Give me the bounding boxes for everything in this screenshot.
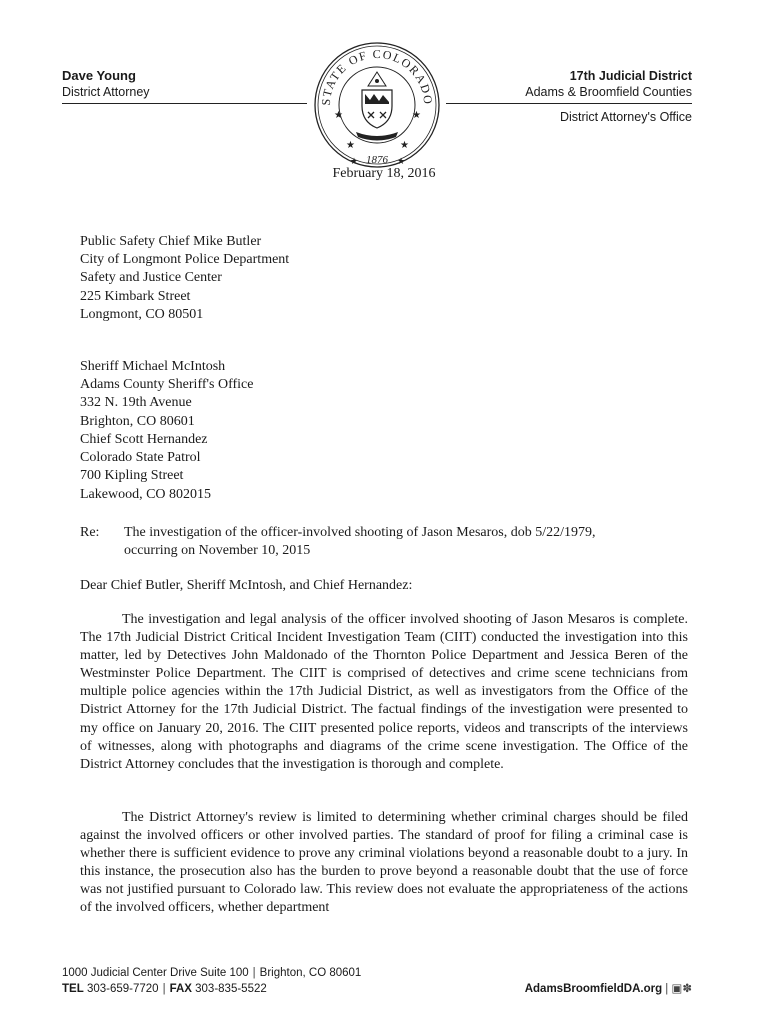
da-name: Dave Young [62,68,136,83]
recipient-line: Brighton, CO 80601 [80,413,195,429]
recipient-line: Chief Scott Hernandez [80,432,208,447]
svg-text:★: ★ [350,156,359,166]
recipient-line: 225 Kimbark Street [80,288,191,304]
tel-label: TEL [62,983,84,995]
da-title: District Attorney [62,85,150,99]
re-label: Re: [80,525,100,540]
recipient-line: Colorado State Patrol [80,450,201,466]
svg-text:★: ★ [397,156,406,166]
judicial-district: 17th Judicial District [569,69,692,83]
recipient-block-3 [80,431,211,504]
footer-website-block [470,981,692,997]
counties: Adams & Broomfield Counties [525,85,692,99]
seal-ring-text: STATE OF COLORADO [318,46,436,106]
body-paragraph-2 [80,809,688,918]
letter-date: February 18, 2016 [332,166,436,181]
twitter-icon[interactable]: ✽ [682,983,692,995]
svg-text:STATE OF COLORADO [319,47,435,106]
recipient-line: Public Safety Chief Mike Butler [80,234,262,249]
recipient-block-1 [80,233,289,324]
recipient-line: Longmont, CO 80501 [80,306,204,322]
fax-label: FAX [169,983,192,995]
re-line: occurring on November 10, 2015 [124,543,311,559]
recipient-line: Safety and Justice Center [80,270,222,286]
body-paragraph-1 [80,611,688,774]
fax-number: 303-835-5522 [195,983,267,995]
svg-text:★: ★ [400,140,409,151]
svg-text:★: ★ [346,140,355,151]
recipient-line: City of Longmont Police Department [80,252,290,268]
colorado-state-seal [312,40,442,170]
website-link[interactable]: AdamsBroomfieldDA.org [524,983,663,995]
facebook-icon[interactable]: ▣ [671,983,683,995]
re-line: The investigation of the officer-involved shooting of Jason Mesaros, dob 5/22/1979, [124,525,596,540]
header-right-rule [446,103,692,104]
svg-text:★: ★ [334,110,343,121]
footer-address-line2: Brighton, CO 80601 [259,967,362,979]
paragraph-text: The District Attorney's review is limited to determining whether criminal charges should be filed against the involved officers or other involved parties. The standard of proof for filing a criminal case is whether there is sufficient evidence to prove any criminal violations beyond a reasonable doubt to a jury. In this instance, the prosecution also has the burden to prove beyond a reasonable doubt that the use of force was not justified pursuant to Colorado law. This review does not evaluate the appropriateness of the actions of the involved officers, whether department [80,810,688,916]
recipient-line: 332 N. 19th Avenue [80,395,192,411]
header-left-rule [62,103,307,104]
tel-number: 303-659-7720 [86,983,159,995]
footer-address-line1: 1000 Judicial Center Drive Suite 100 [62,967,249,979]
svg-text:★: ★ [412,110,421,121]
letterhead-right [446,68,692,125]
recipient-line: Lakewood, CO 802015 [80,486,212,502]
salutation: Dear Chief Butler, Sheriff McIntosh, and Chief Hernandez: [80,578,413,593]
recipient-line: 700 Kipling Street [80,468,184,484]
social-icons: | ▣✽ [665,983,692,995]
recipient-block-2 [80,358,253,431]
office-name: District Attorney's Office [559,110,692,124]
seal-year: 1876 [366,154,388,166]
recipient-line: Adams County Sheriff's Office [80,377,254,393]
recipient-line: Sheriff Michael McIntosh [80,359,226,374]
re-subject [124,524,724,560]
footer-contact: 1000 Judicial Center Drive Suite 100 | Brighton, CO 80601 TEL 303-659-7720 | FAX 303-835-5522 [62,967,362,995]
letterhead-left [62,68,307,104]
paragraph-text: The investigation and legal analysis of the officer involved shooting of Jason Mesaros is complete. The 17th Judicial District Critical Incident Investigation Team (CIIT) conducted the investigation into this matter, led by Detectives John Maldonado of the Thornton Police Department and Jessica Beren of the Westminster Police Department. The CIIT is comprised of detectives and crime scene technicians from multiple police agencies within the 17th Judicial District, as well as investigators from the Office of the District Attorney for the 17th Judicial District. The factual findings of the investigation were presented to my office on January 20, 2016. The CIIT presented police reports, videos and transcripts of the interviews of witnesses, along with photographs and diagrams of the crime scene investigation. The Office of the District Attorney concludes that the investigation is thorough and complete. [80,612,688,772]
